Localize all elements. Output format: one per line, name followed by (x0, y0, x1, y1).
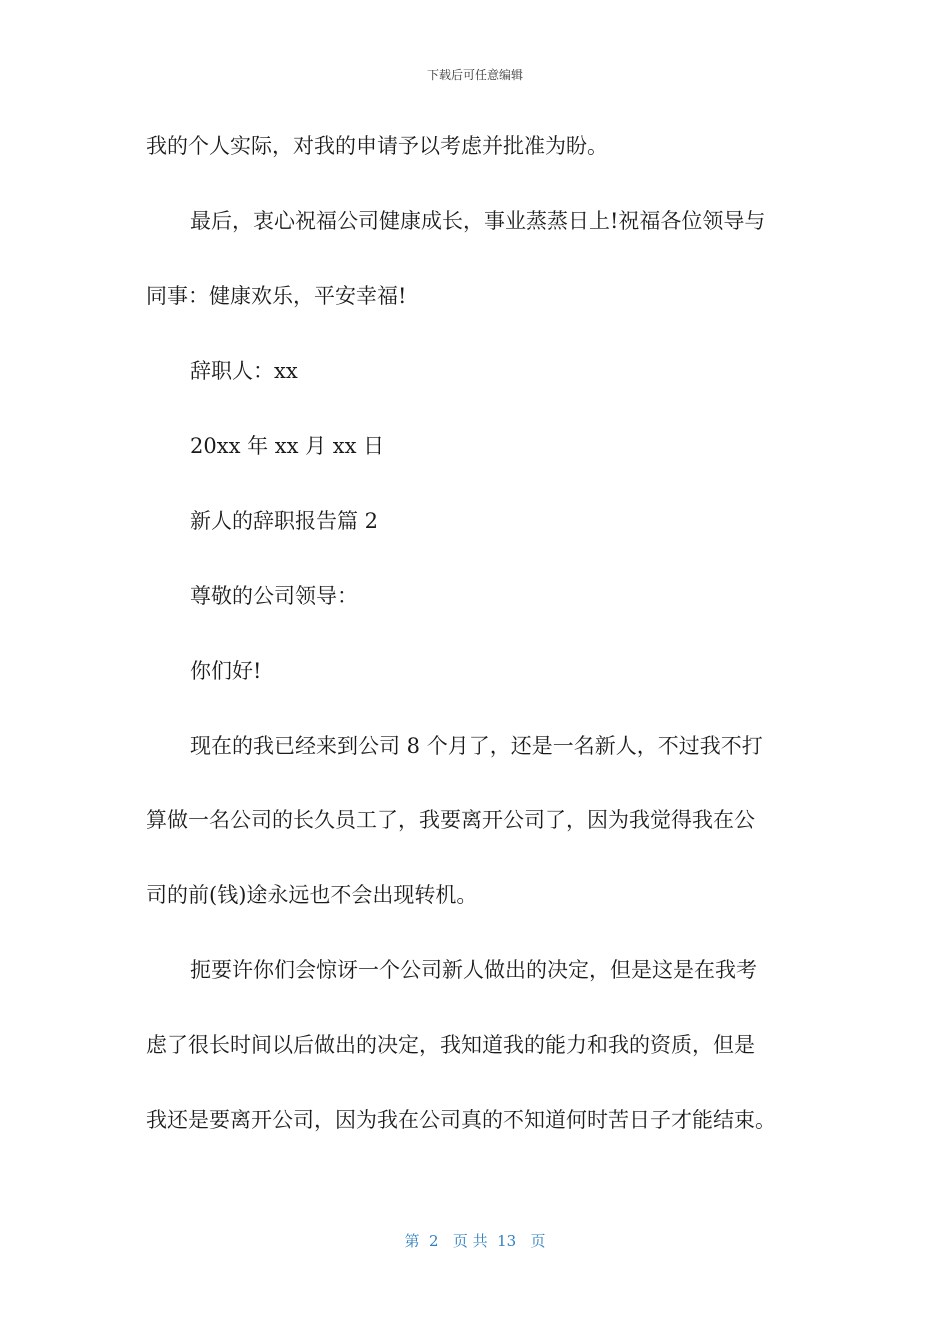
salutation: 尊敬的公司领导： (190, 584, 358, 608)
body-line: 司的前(钱)途永远也不会出现转机。 (146, 883, 478, 907)
body-line: 我还是要离开公司，因为我在公司真的不知道何时苦日子才能结束。 (146, 1108, 776, 1132)
page-number-footer: 第 2 页 共 13 页 (404, 1232, 546, 1250)
page-header: 下载后可任意编辑 (426, 68, 523, 82)
body-line: 我的个人实际，对我的申请予以考虑并批准为盼。 (146, 134, 608, 158)
date-line: 20xx 年 xx 月 xx 日 (190, 434, 385, 458)
body-line: 最后，衷心祝福公司健康成长，事业蒸蒸日上!祝福各位领导与 (190, 209, 766, 233)
body-line: 虑了很长时间以后做出的决定，我知道我的能力和我的资质，但是 (146, 1033, 755, 1057)
signature-line: 辞职人：xx (190, 359, 298, 383)
section-title: 新人的辞职报告篇 2 (190, 509, 379, 533)
body-line: 同事：健康欢乐，平安幸福! (146, 284, 407, 308)
body-line: 算做一名公司的长久员工了，我要离开公司了，因为我觉得我在公 (146, 808, 755, 832)
body-line: 扼要许你们会惊讶一个公司新人做出的决定，但是这是在我考 (190, 958, 757, 982)
greeting: 你们好! (190, 659, 262, 683)
body-line: 现在的我已经来到公司 8 个月了，还是一名新人，不过我不打 (190, 734, 763, 758)
